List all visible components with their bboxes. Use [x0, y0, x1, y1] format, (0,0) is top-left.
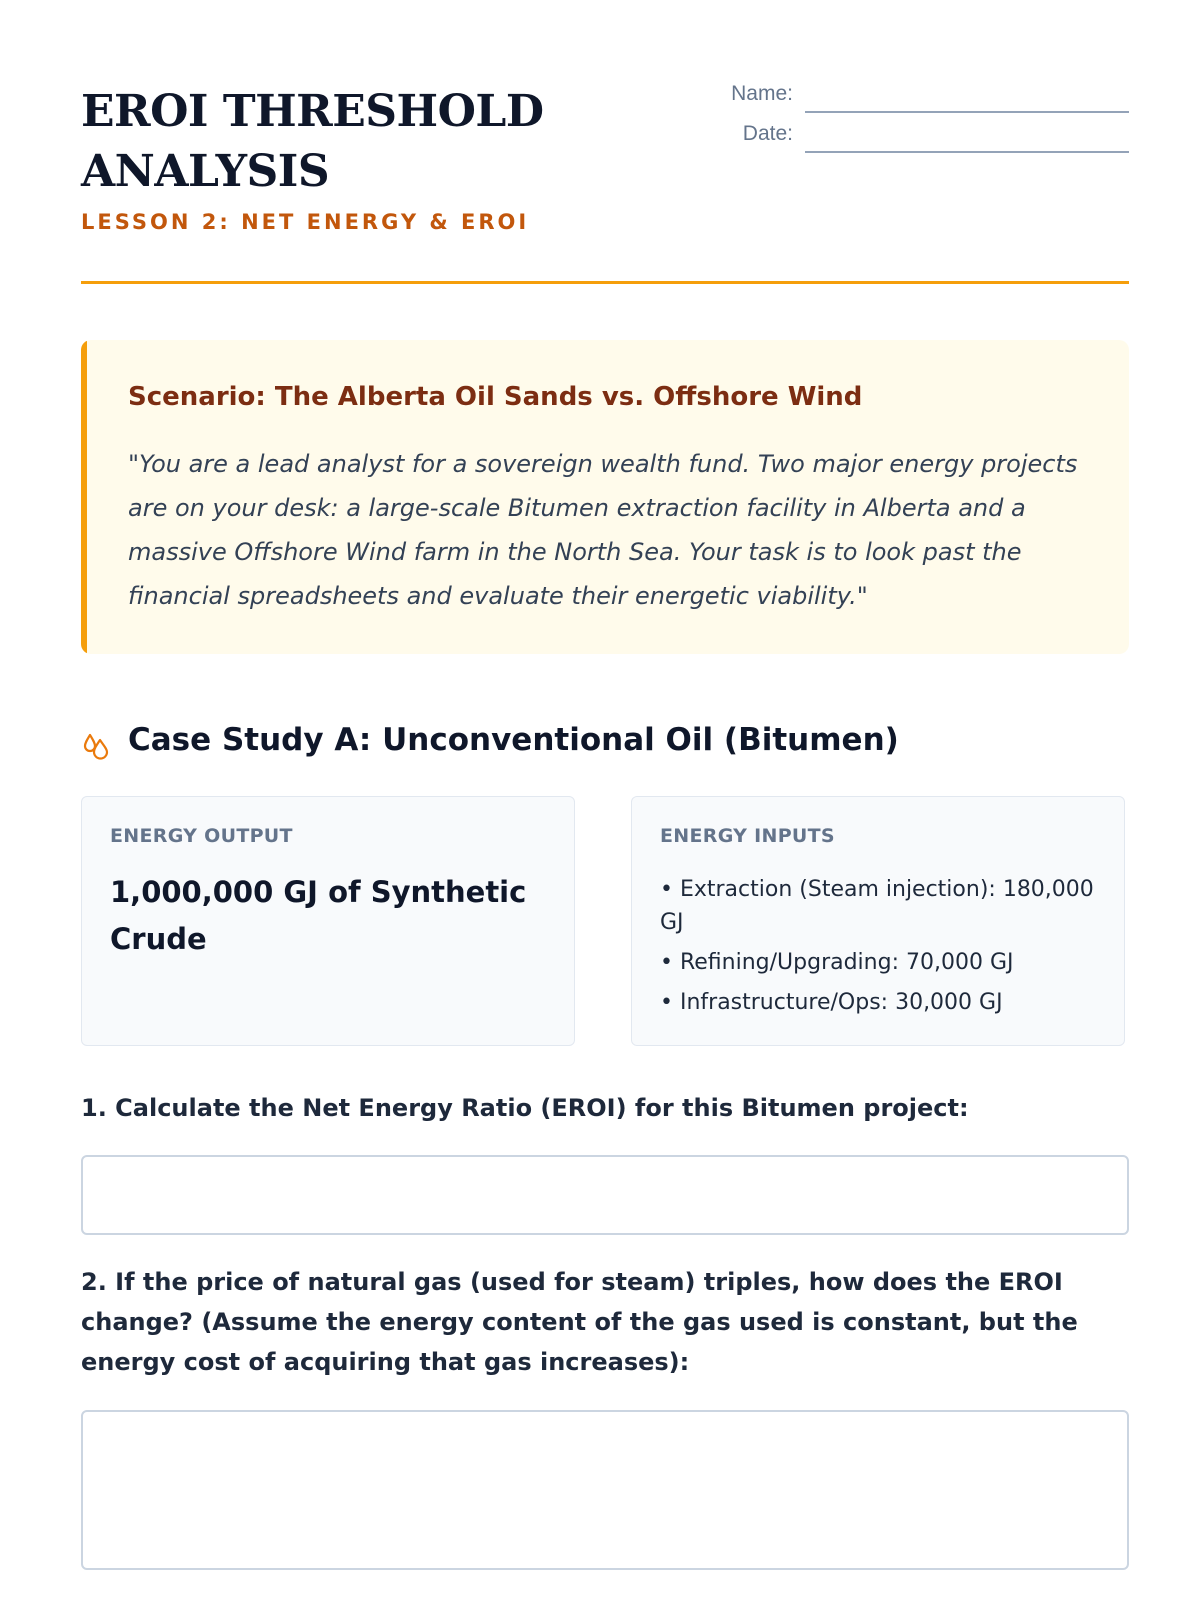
date-field-row [693, 122, 1129, 152]
energy-input-item: • Extraction (Steam injection): 180,000 GJ [660, 877, 1094, 935]
case-study-title: Case Study A: Unconventional Oil (Bitumen) [128, 722, 899, 758]
name-label: Name: [731, 82, 793, 105]
answer-box-2[interactable] [81, 1410, 1129, 1570]
energy-output-card [81, 796, 575, 1046]
date-input-line[interactable] [805, 151, 1129, 153]
name-field-row [693, 82, 1129, 112]
energy-inputs-list [660, 873, 1100, 1026]
drops-icon [81, 730, 111, 760]
scenario-accent-bar [81, 340, 87, 654]
date-label: Date: [742, 122, 793, 145]
header-divider [81, 281, 1129, 284]
energy-output-label: ENERGY OUTPUT [110, 825, 293, 847]
page-title: EROI THRESHOLD ANALYSIS [81, 86, 544, 197]
scenario-callout [81, 340, 1129, 654]
energy-input-item: • Infrastructure/Ops: 30,000 GJ [660, 990, 1003, 1015]
energy-output-value: 1,000,000 GJ of Synthetic Crude [110, 875, 527, 956]
energy-inputs-label: ENERGY INPUTS [660, 825, 835, 847]
worksheet-page [81, 0, 1129, 1600]
question-2: 2. If the price of natural gas (used for steam) triples, how does the EROI change? (Assume the energy content of the gas used is constant, but the energy cost of acquiring that gas increases): [81, 1268, 1078, 1376]
energy-inputs-card [631, 796, 1125, 1046]
question-1: 1. Calculate the Net Energy Ratio (EROI) for this Bitumen project: [81, 1094, 969, 1122]
lesson-subtitle: LESSON 2: NET ENERGY & EROI [81, 210, 530, 234]
scenario-title: Scenario: The Alberta Oil Sands vs. Offshore Wind [128, 382, 863, 412]
scenario-text: "You are a lead analyst for a sovereign wealth fund. Two major energy projects are on your desk: a large-scale Bitumen extraction facility in Alberta and a massive Offshore Wind farm in the North Sea. Your task is to look past the financial spreadsheets and evaluate their energetic viability." [128, 450, 1078, 610]
name-input-line[interactable] [805, 111, 1129, 113]
energy-input-item: • Refining/Upgrading: 70,000 GJ [660, 950, 1014, 975]
answer-box-1[interactable] [81, 1155, 1129, 1235]
